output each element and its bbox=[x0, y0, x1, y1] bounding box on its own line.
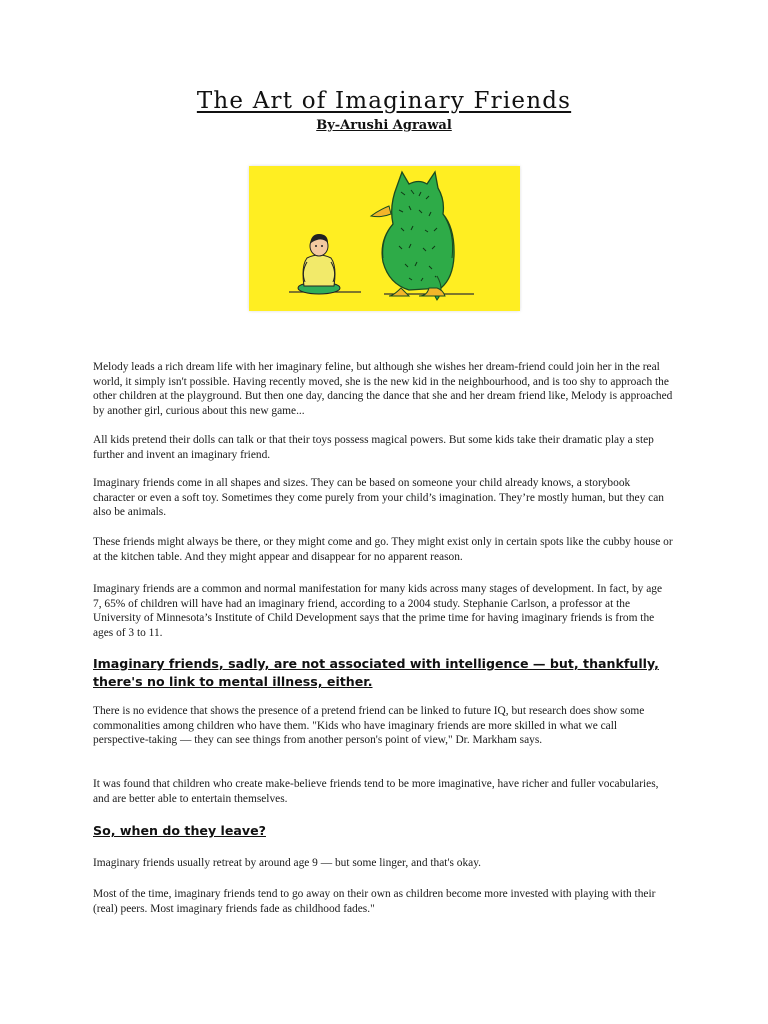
paragraph-5: Imaginary friends are a common and normal manifestation for many kids across many stages of development. In fact, by age 7, 65% of children will have had an imaginary friend, according to a 2004 study. Stephanie Carlson, a professor at the University of Minnesota’s Institute of Child Development says that the prime time for having imaginary friends is from the ages of 3 to 11. bbox=[93, 583, 663, 639]
article-title: The Art of Imaginary Friends bbox=[196, 88, 572, 114]
section-heading-leave: So, when do they leave? bbox=[93, 823, 266, 838]
paragraph-6: There is no evidence that shows the presence of a pretend friend can be linked to future IQ, but research does show some commonalities among children who have them. "Kids who have imaginary friends are more skilled in what we call perspective-taking — they can see things from another person's point of view," Dr. Markham says. bbox=[93, 705, 645, 747]
paragraph-2: All kids pretend their dolls can talk or that their toys possess magical powers. But some kids take their dramatic play a step further and invent an imaginary friend. bbox=[93, 434, 654, 461]
article-byline: By-Arushi Agrawal bbox=[316, 118, 452, 133]
paragraph-7: It was found that children who create make-believe friends tend to be more imaginative, have richer and fuller vocabularies, and are better able to entertain themselves. bbox=[93, 778, 659, 805]
paragraph-4: These friends might always be there, or they might come and go. They might exist only in certain spots like the cubby house or at the kitchen table. And they might appear and disappear for no apparent reason. bbox=[93, 536, 673, 563]
illustration-art bbox=[249, 166, 520, 311]
paragraph-3: Imaginary friends come in all shapes and sizes. They can be based on someone your child already knows, a storybook character or even a soft toy. Sometimes they come purely from your child’s imagination. They’re mostly human, but they can also be animals. bbox=[93, 477, 664, 519]
paragraph-9: Most of the time, imaginary friends tend to go away on their own as children become more invested with playing with their (real) peers. Most imaginary friends fade as childhood fades." bbox=[93, 888, 656, 915]
child-icon bbox=[298, 234, 340, 294]
paragraph-1: Melody leads a rich dream life with her imaginary feline, but although she wishes her dream-friend could join her in the real world, it simply isn't possible. Having recently moved, she is the new kid in the neighbourhood, and is too shy to approach the other children at the playground. But then one day, dancing the dance that she and her dream friend like, Melody is approached by another girl, curious about this new game... bbox=[93, 361, 673, 417]
illustration bbox=[249, 166, 520, 311]
paragraph-8: Imaginary friends usually retreat by around age 9 — but some linger, and that's okay. bbox=[93, 857, 482, 869]
section-heading-intelligence: Imaginary friends, sadly, are not associated with intelligence — but, thankfully, there's no link to mental illness, either. bbox=[93, 656, 659, 689]
green-monster-icon bbox=[371, 172, 454, 300]
